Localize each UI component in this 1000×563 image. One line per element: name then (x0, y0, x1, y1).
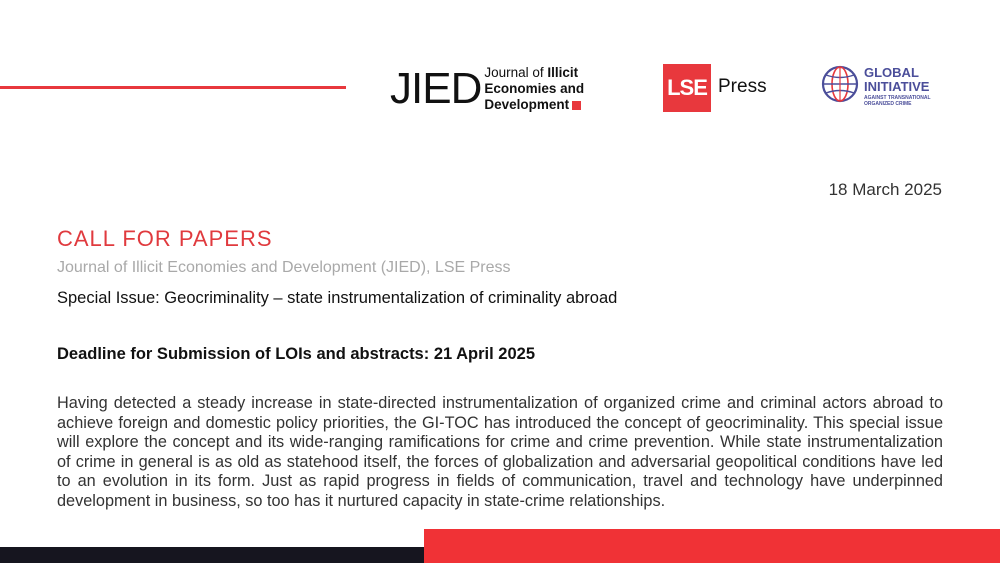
globe-icon (820, 64, 860, 104)
document-date: 18 March 2025 (828, 180, 942, 199)
lse-logo-mark: LSE (663, 64, 711, 112)
lse-press-label: Press (718, 76, 767, 97)
jied-fullname (484, 65, 584, 113)
journal-line: Journal of Illicit Economies and Development (JIED), LSE Press (57, 259, 511, 276)
body-paragraph: Having detected a steady increase in state-directed instrumentalization of organized crime and criminal actors abroad to achieve foreign and domestic policy priorities, the GI-TOC has introduced the concept of geocriminality. This special issue will explore the concept and its wide-ranging ramifications for crime and crime prevention. While state instrumentalization of crime in general is as old as statehood itself, the forces of globalization and adversarial geopolitical conditions have led to an evolution in its form. Just as rapid progress in fields of communication, travel and technology have underpinned development in business, so too has it nurtured capacity in state-crime relationships. (57, 394, 943, 510)
special-issue-title: Special Issue: Geocriminality – state instrumentalization of criminality abroad (57, 289, 618, 307)
jied-line1-plain: Journal of (484, 65, 544, 80)
jied-logo (390, 62, 584, 116)
page-title: CALL FOR PAPERS (57, 226, 273, 251)
gi-title-line2: INITIATIVE (864, 79, 930, 94)
gi-sub-line1: AGAINST TRANSNATIONAL (864, 95, 931, 101)
jied-line3: Development (484, 97, 570, 112)
jied-line2: Economies and (484, 81, 585, 96)
jied-abbrev: JIED (390, 64, 482, 113)
gi-subtitle (864, 95, 934, 107)
gi-sub-line2: ORGANIZED CRIME (864, 101, 912, 107)
gi-title (864, 66, 929, 94)
header-red-rule (0, 86, 346, 89)
jied-red-square-icon (572, 101, 581, 110)
submission-deadline: Deadline for Submission of LOIs and abstracts: 21 April 2025 (57, 345, 536, 363)
gi-title-line1: GLOBAL (864, 65, 919, 80)
jied-line1-bold: Illicit (547, 65, 579, 80)
global-initiative-logo (820, 62, 950, 114)
footer-red-bar (424, 529, 1000, 563)
